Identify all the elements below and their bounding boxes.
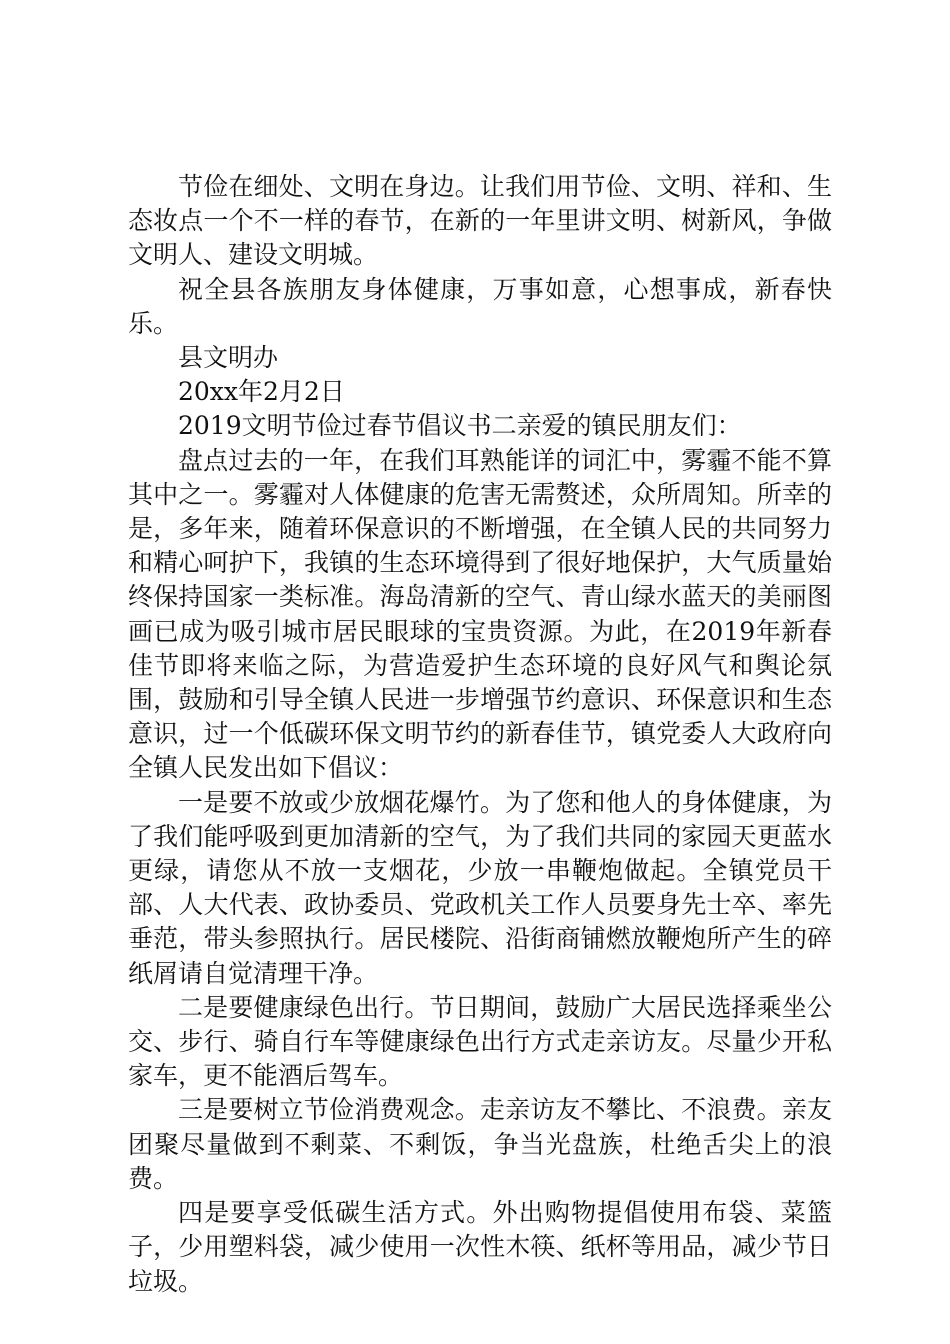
paragraph-proposal-fireworks: 一是要不放或少放烟花爆竹。为了您和他人的身体健康，为了我们能呼吸到更加清新的空气，为了我们共同的家园天更蓝水更绿，请您从不放一支烟花，少放一串鞭炮做起。全镇党员干部、人大代表、政协委员、党政机关工作人员要身先士卒、率先垂范，带头参照执行。居民楼院、沿街商铺燃放鞭炮所产生的碎纸屑请自觉清理干净。 [128, 787, 832, 988]
paragraph-closing-frugality: 节俭在细处、文明在身边。让我们用节俭、文明、祥和、生态妆点一个不一样的春节，在新的一年里讲文明、树新风，争做文明人、建设文明城。 [128, 172, 832, 270]
paragraph-smog-introduction: 盘点过去的一年，在我们耳熟能详的词汇中，雾霾不能不算其中之一。雾霾对人体健康的危害无需赘述，众所周知。所幸的是，多年来，随着环保意识的不断增强，在全镇人民的共同努力和精心呵护下，我镇的生态环境得到了很好地保护，大气质量始终保持国家一类标准。海岛清新的空气、青山绿水蓝天的美丽图画已成为吸引城市居民眼球的宝贵资源。为此，在2019年新春佳节即将来临之际，为营造爱护生态环境的良好风气和舆论氛围，鼓励和引导全镇人民进一步增强节约意识、环保意识和生态意识，过一个低碳环保文明节约的新春佳节，镇党委人大政府向全镇人民发出如下倡议： [128, 445, 832, 783]
paragraph-proposal-green-travel: 二是要健康绿色出行。节日期间，鼓励广大居民选择乘坐公交、步行、骑自行车等健康绿色出行方式走亲访友。尽量少开私家车，更不能酒后驾车。 [128, 992, 832, 1091]
second-proposal-heading: 2019文明节俭过春节倡议书二亲爱的镇民朋友们： [178, 411, 742, 441]
signature-date: 20xx年2月2日 [178, 377, 345, 407]
paragraph-new-year-wishes: 祝全县各族朋友身体健康，万事如意，心想事成，新春快乐。 [128, 274, 832, 338]
paragraph-proposal-low-carbon: 四是要享受低碳生活方式。外出购物提倡使用布袋、菜篮子，少用塑料袋，减少使用一次性木筷、纸杯等用品，减少节日垃圾。 [128, 1198, 832, 1296]
document-body [128, 170, 832, 1299]
signature-organization: 县文明办 [178, 343, 279, 373]
paragraph-proposal-frugal-consumption: 三是要树立节俭消费观念。走亲访友不攀比、不浪费。亲友团聚尽量做到不剩菜、不剩饭，争当光盘族，杜绝舌尖上的浪费。 [128, 1095, 832, 1193]
